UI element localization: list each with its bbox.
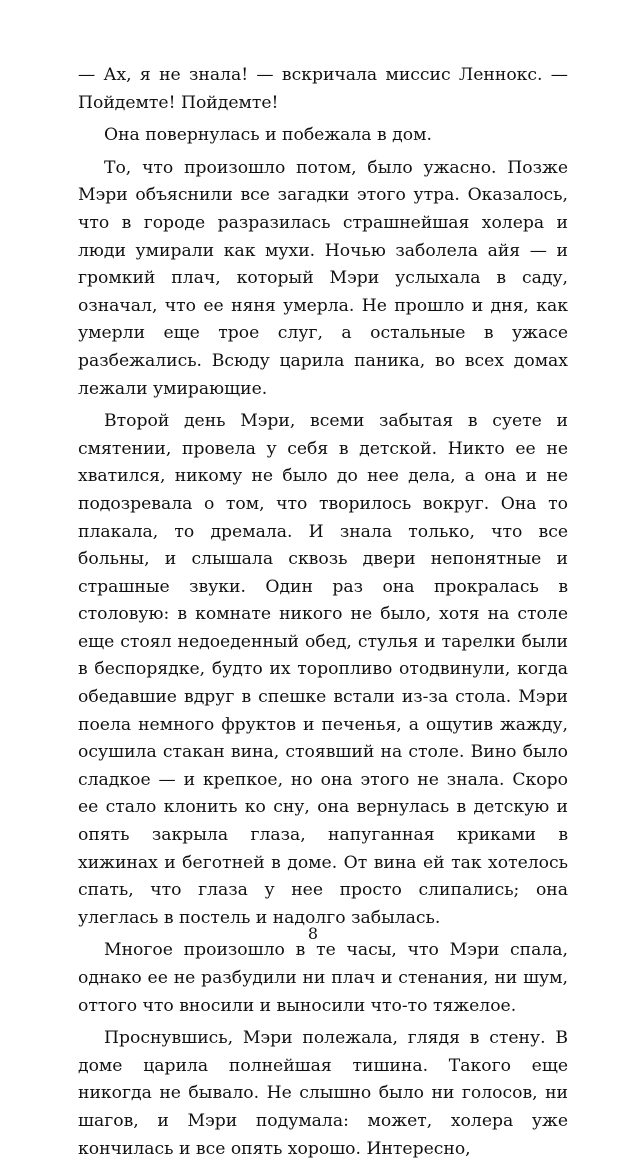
paragraph: Она повернулась и побежала в дом.	[104, 125, 432, 146]
paragraph: — Ах, я не знала! — вскричала миссис Леннокс. — Пойдемте! Пойдемте!	[78, 65, 568, 113]
paragraph: Второй день Мэри, всеми забытая в суете и смятении, провела у себя в детской. Никто ее не хватился, никому не было до нее дела, а она и не подозревала о том, что творилось вокруг. Она то плакала, то дремала. И знала только, что все больны, и слышала сквозь двери непонятные и страшные звуки. Один раз она прокралась в столовую: в комнате никого не было, хотя на столе еще стоял недоеденный обед, стулья и тарелки были в беспорядке, будто их торопливо отодвинули, когда обедавшие вдруг в спешке встали из-за стола. Мэри поела немного фруктов и печенья, а ощутив жажду, осушила стакан вина, стоявший на столе. Вино было сладкое — и крепкое, но она этого не знала. Скоро ее стало клонить ко сну, она вернулась в детскую и опять закрыла глаза, напуганная криками в хижинах и беготней в доме. От вина ей так хотелось спать, что глаза у нее просто слипались; она улеглась в постель и надолго забылась.	[78, 411, 568, 928]
book-page-body	[78, 62, 568, 1168]
paragraph: Проснувшись, Мэри полежала, глядя в стену. В доме царила полнейшая тишина. Такого еще никогда не бывало. Не слышно было ни голосов, ни шагов, и Мэри подумала: может, холера уже кончилась и все опять хорошо. Интересно,	[78, 1028, 568, 1159]
paragraph: Многое произошло в те часы, что Мэри спала, однако ее не разбудили ни плач и стенания, ни шум, оттого что вносили и выносили что-то тяжелое.	[78, 940, 568, 1016]
paragraph: То, что произошло потом, было ужасно. Позже Мэри объяснили все загадки этого утра. Оказалось, что в городе разразилась страшнейшая холера и люди умирали как мухи. Ночью заболела айя — и громкий плач, который Мэри услыхала в саду, означал, что ее няня умерла. Не прошло и дня, как умерли еще трое слуг, а остальные в ужасе разбежались. Всюду царила паника, во всех домах лежали умирающие.	[78, 157, 568, 399]
page-number: 8	[307, 924, 319, 943]
